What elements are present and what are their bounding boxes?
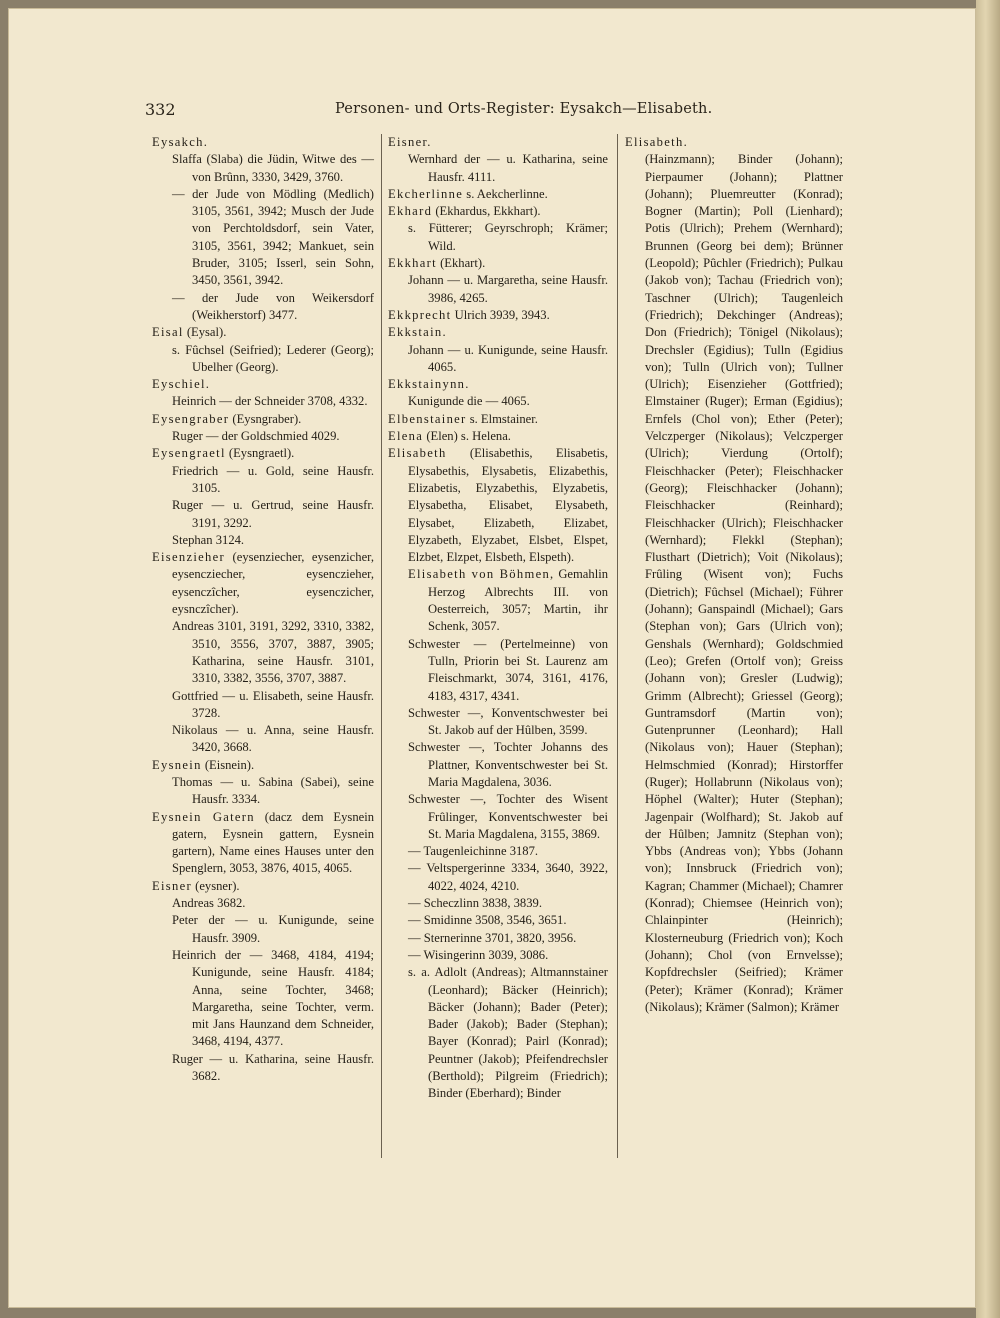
entry-text: Schwester —, Konventschwester bei St. Jakob auf der Hûlben, 3599. (408, 705, 608, 738)
entry-text: Slaffa (Slaba) die Jüdin, Witwe des — von Brûnn, 3330, 3429, 3760. (172, 152, 374, 184)
register-entry (152, 878, 374, 895)
entry-text: — Smidinne 3508, 3546, 3651. (408, 913, 567, 928)
entry-headword: Eyschiel. (152, 377, 211, 392)
register-entry (388, 203, 608, 220)
entry-headword: Eysnein Gatern (152, 809, 255, 824)
entry-headword: Ekhard (388, 204, 433, 219)
entry-text: — der Jude von Mödling (Medlich) 3105, 3561, 3942; Musch der Jude von Perchtoldsdorf, sein Vater, 3105, 3561, 3942; Mankuet, sein Bruder, 3105; Isserl, sein Sohn, 3450, 3561, 3942. (172, 186, 374, 288)
column-right (625, 134, 843, 1016)
entry-text: Gottfried — u. Elisabeth, seine Hausfr. 3728. (172, 688, 374, 720)
register-subentry (388, 860, 608, 895)
page-number: 332 (145, 100, 176, 119)
entry-text: Ruger — u. Gertrud, seine Hausfr. 3191, 3292. (172, 498, 374, 530)
register-subentry (388, 342, 608, 377)
entry-headword: Ekcherlinne (388, 186, 464, 201)
column-middle (388, 134, 608, 1103)
column-left (152, 134, 374, 1085)
register-entry (388, 428, 608, 445)
register-entry (152, 376, 374, 393)
entry-text: (Eysal). (183, 325, 227, 340)
register-subentry (152, 532, 374, 549)
entry-text: s. a. Adlolt (Andreas); Altmannstainer (Leonhard); Bäcker (Heinrich); Bäcker (Johann); Bader (Peter); Bader (Jakob); Bader (Stephan); Bayer (Konrad); Pairl (Konrad); Peuntner (Jakob); Pfeifendrechsler (Berthold); Pilgreim (Friedrich); Binder (Eberhard); Binder (408, 965, 608, 1101)
register-subentry (152, 342, 374, 377)
entry-text: (eysner). (191, 878, 240, 893)
register-subentry (152, 912, 374, 947)
entry-text: Andreas 3101, 3191, 3292, 3310, 3382, 3510, 3556, 3707, 3887, 3905; Katharina, seine Hausfr. 3101, 3310, 3382, 3556, 3707, 3887. (172, 619, 374, 686)
register-subentry (152, 618, 374, 687)
entry-headword: Eisal (152, 325, 184, 340)
entry-text: — Sternerinne 3701, 3820, 3956. (408, 930, 577, 945)
entry-text: Johann — u. Margaretha, seine Hausfr. 3986, 4265. (408, 273, 608, 305)
entry-headword: Ekkstainynn. (388, 377, 470, 392)
register-subentry (152, 151, 374, 186)
page-edge (976, 0, 1000, 1318)
entry-text: s. Aekcherlinne. (463, 186, 548, 201)
entry-text: Ulrich 3939, 3943. (451, 307, 550, 322)
register-subentry (388, 964, 608, 1102)
register-subentry (152, 393, 374, 410)
entry-headword: Eisner. (388, 135, 432, 149)
register-entry (388, 307, 608, 324)
register-entry (152, 809, 374, 878)
entry-headword: Eisenzieher (152, 550, 226, 565)
entry-headword: Ekkhart (388, 256, 437, 271)
entry-text: — Wisingerinn 3039, 3086. (408, 947, 549, 962)
register-subentry (388, 151, 608, 186)
entry-headword: Ekkprecht (388, 307, 452, 322)
register-subentry (388, 739, 608, 791)
register-subentry (152, 774, 374, 809)
register-subentry (388, 791, 608, 843)
entry-text: (dacz dem Eysnein gatern, Eysnein gattern, Eysnein gartern), Name eines Hauses unter den Spenglern, 3053, 3876, 4015, 4065. (172, 809, 374, 876)
entry-text: — der Jude von Weikersdorf (Weikherstorf) 3477. (172, 290, 374, 322)
entry-text: (Eysngraetl). (225, 446, 295, 461)
entry-text: Ruger — der Goldschmied 4029. (172, 429, 340, 444)
entry-text: Peter der — u. Kunigunde, seine Hausfr. 3909. (172, 913, 374, 945)
register-subentry (152, 947, 374, 1051)
entry-text: — Scheczlinn 3838, 3839. (408, 896, 542, 911)
column-rule (617, 134, 618, 1158)
entry-text: (eysenziecher, eysenzicher, eysencziecher, eysenczieher, eysenczîcher, eysenczicher, eysnczîcher). (172, 550, 374, 617)
entry-text: Kunigunde die — 4065. (408, 394, 530, 409)
register-subentry (388, 636, 608, 705)
entry-text: Johann — u. Kunigunde, seine Hausfr. 4065. (408, 342, 608, 374)
entry-text: Schwester —, Tochter Johanns des Plattner, Konventschwester bei St. Maria Magdalena, 3036. (408, 740, 608, 789)
register-subentry (152, 895, 374, 912)
entry-text: (Elen) s. Helena. (423, 429, 511, 444)
entry-text: Andreas 3682. (172, 896, 246, 911)
register-subentry (388, 393, 608, 410)
running-head: Personen- und Orts-Register: Eysakch—Elisabeth. (335, 101, 713, 117)
register-entry (152, 757, 374, 774)
register-subentry (152, 463, 374, 498)
entry-headword: Eysakch. (152, 135, 209, 149)
entry-text: Heinrich — der Schneider 3708, 4332. (172, 394, 368, 409)
entry-text: (Eisnein). (201, 757, 255, 772)
entry-text: Schwester — (Pertelmeinne) von Tulln, Priorin bei St. Laurenz am Fleischmarkt, 3074, 3161, 4176, 4183, 4317, 4341. (408, 636, 608, 703)
entry-text: Nikolaus — u. Anna, seine Hausfr. 3420, 3668. (172, 723, 374, 755)
register-entry (152, 324, 374, 341)
entry-headword: Eysengraber (152, 411, 230, 426)
register-subentry (152, 497, 374, 532)
register-subentry (388, 912, 608, 929)
entry-text: (Ekhardus, Ekkhart). (432, 204, 541, 219)
register-entry (388, 445, 608, 566)
register-subentry (388, 947, 608, 964)
entry-headword: Eisner (152, 878, 192, 893)
entry-headword: Elena (388, 429, 424, 444)
register-entry (388, 186, 608, 203)
register-entry (388, 376, 608, 393)
entry-text: Ruger — u. Katharina, seine Hausfr. 3682. (172, 1051, 374, 1084)
entry-text: (Hainzmann); Binder (Johann); Pierpaumer (Johann); Plattner (Johann); Pluemreutter (Konrad); Bogner (Martin); Poll (Lienhard); Potis (Ulrich); Prehem (Wernhard); Brunnen (Georg bei dem); Brünner (Leopold); Pûchler (Friedrich); Pulkau (Jakob von); Tachau (Friedrich von); Taschner (Ulrich); Taugenleich (Friedrich); Dekchinger (Andreas); Don (Friedrich); Tönigel (Nikolaus); Drechsler (Egidius); Tulln (Egidius von); Tulln (Ulrich von); Tullner (Ulrich); Eisenzieher (Gottfried); Elmstainer (Ruger); Erman (Egidius); Ernfels (Chol von); Ether (Peter); Velczperger (Nikolaus); Velczperger (Ulrich); Vierdung (Ortolf); Fleischhacker (Peter); Fleischhacker (Georg); Fleischhacker (Johann); Fleischhacker (Reinhard); Fleischhacker (Ulrich); Fleischhacker (Wernhard); Flekkl (Stephan); Flusthart (Dietrich); Voit (Nikolaus); Frûling (Wisent von); Fuchs (Dietrich); Fûchsel (Michael); Führer (Johann); Ganspaindl (Michael); Gars (Stephan von); Gars (Ulrich von); Genshals (Wernhard); Goldschmied (Leo); Grefen (Ortolf von); Greiss (Johann von); Gresler (Ludwig); Grimm (Albrecht); Griessel (Georg); Guntramsdorf (Martin von); Gutenprunner (Leonhard); Hall (Nikolaus von); Hauer (Stephan); Helmschmied (Konrad); Hirstorffer (Ruger); Hollabrunn (Nikolaus von); Höphel (Walter); Huter (Stephan); Jagenpair (Wolfhard); St. Jakob auf der Hûlben; Jamnitz (Stephan von); Ybbs (Andreas von); Ybbs (Johann von); Innsbruck (Friedrich von); Kagran; Chammer (Michael); Chamrer (Konrad); Chiemsee (Heinrich von); Chlainpinter (Heinrich); Klosterneuburg (Friedrich von); Koch (Johann); Chol (von Ernvelsse); Kopfdrechsler (Seifried); Krämer (Peter); Krämer (Konrad); Krämer (Nikolaus); Krämer (Salmon); Krämer (645, 152, 843, 1014)
entry-text: Wernhard der — u. Katharina, seine Hausfr. 4111. (408, 152, 608, 184)
entry-headword: Elbenstainer (388, 411, 467, 426)
entry-text: s. Elmstainer. (466, 411, 538, 426)
register-subentry (152, 722, 374, 757)
register-entry (388, 411, 608, 428)
register-subentry (388, 930, 608, 947)
entry-text: — Veltspergerinne 3334, 3640, 3922, 4022, 4024, 4210. (408, 861, 608, 893)
register-subentry (388, 566, 608, 635)
entry-text: Gemahlin Herzog Albrechts III. von Oesterreich, 3057; Martin, ihr Schenk, 3057. (428, 567, 608, 634)
register-entry (625, 134, 843, 151)
entry-text: Heinrich der — 3468, 4184, 4194; Kunigunde, seine Hausfr. 4184; Anna, seine Tochter, 3468; Margaretha, seine Tochter, verm. mit Jans Haunzand dem Schneider, 3468, 4194, 4377. (172, 947, 374, 1049)
entry-text: Friedrich — u. Gold, seine Hausfr. 3105. (172, 463, 374, 495)
register-entry (388, 134, 608, 151)
register-entry (388, 255, 608, 272)
entry-headword: Elisabeth. (625, 135, 689, 149)
register-subentry (388, 272, 608, 307)
entry-text: s. Fütterer; Geyrschroph; Krämer; Wild. (408, 221, 608, 253)
entry-text: (Eysngraber). (229, 411, 302, 426)
register-subentry (388, 705, 608, 740)
entry-headword: Elisabeth (388, 446, 447, 461)
column-rule (381, 134, 382, 1158)
register-subentry (625, 151, 843, 1016)
register-entry (152, 445, 374, 462)
page-header (145, 100, 945, 124)
register-subentry (388, 220, 608, 255)
register-subentry (388, 843, 608, 860)
register-entry (388, 324, 608, 341)
entry-text: (Ekhart). (436, 256, 486, 271)
entry-text: — Taugenleichinne 3187. (408, 844, 539, 859)
entry-text: (Elisabethis, Elisabetis, Elysabethis, Elysabetis, Elizabethis, Elizabetis, Elyzabethis, Elyzabetis, Elysabetha, Elisabet, Elysabeth, Elysabet, Elizabeth, Elizabet, Elyzabeth, Elyzabet, Elsbet, Elspet, Elzbet, Elzpet, Elsbeth, Elspeth). (408, 446, 608, 565)
register-subentry (152, 186, 374, 290)
register-entry (152, 411, 374, 428)
register-subentry (388, 895, 608, 912)
entry-headword: Ekkstain. (388, 325, 447, 340)
register-entry (152, 549, 374, 618)
entry-headword: Eysnein (152, 757, 202, 772)
entry-headword: Eysengraetl (152, 446, 226, 461)
entry-text: Stephan 3124. (172, 532, 245, 547)
register-subentry (152, 1051, 374, 1086)
entry-text: Schwester —, Tochter des Wisent Frûlinger, Konventschwester bei St. Maria Magdalena, 3155, 3869. (408, 792, 608, 841)
register-subentry (152, 428, 374, 445)
entry-headword: Elisabeth von Böhmen, (408, 567, 555, 582)
register-subentry (152, 688, 374, 723)
entry-text: Thomas — u. Sabina (Sabei), seine Hausfr. 3334. (172, 774, 374, 807)
register-subentry (152, 290, 374, 325)
register-entry (152, 134, 374, 151)
entry-text: s. Fûchsel (Seifried); Lederer (Georg); Ubelher (Georg). (172, 342, 374, 374)
